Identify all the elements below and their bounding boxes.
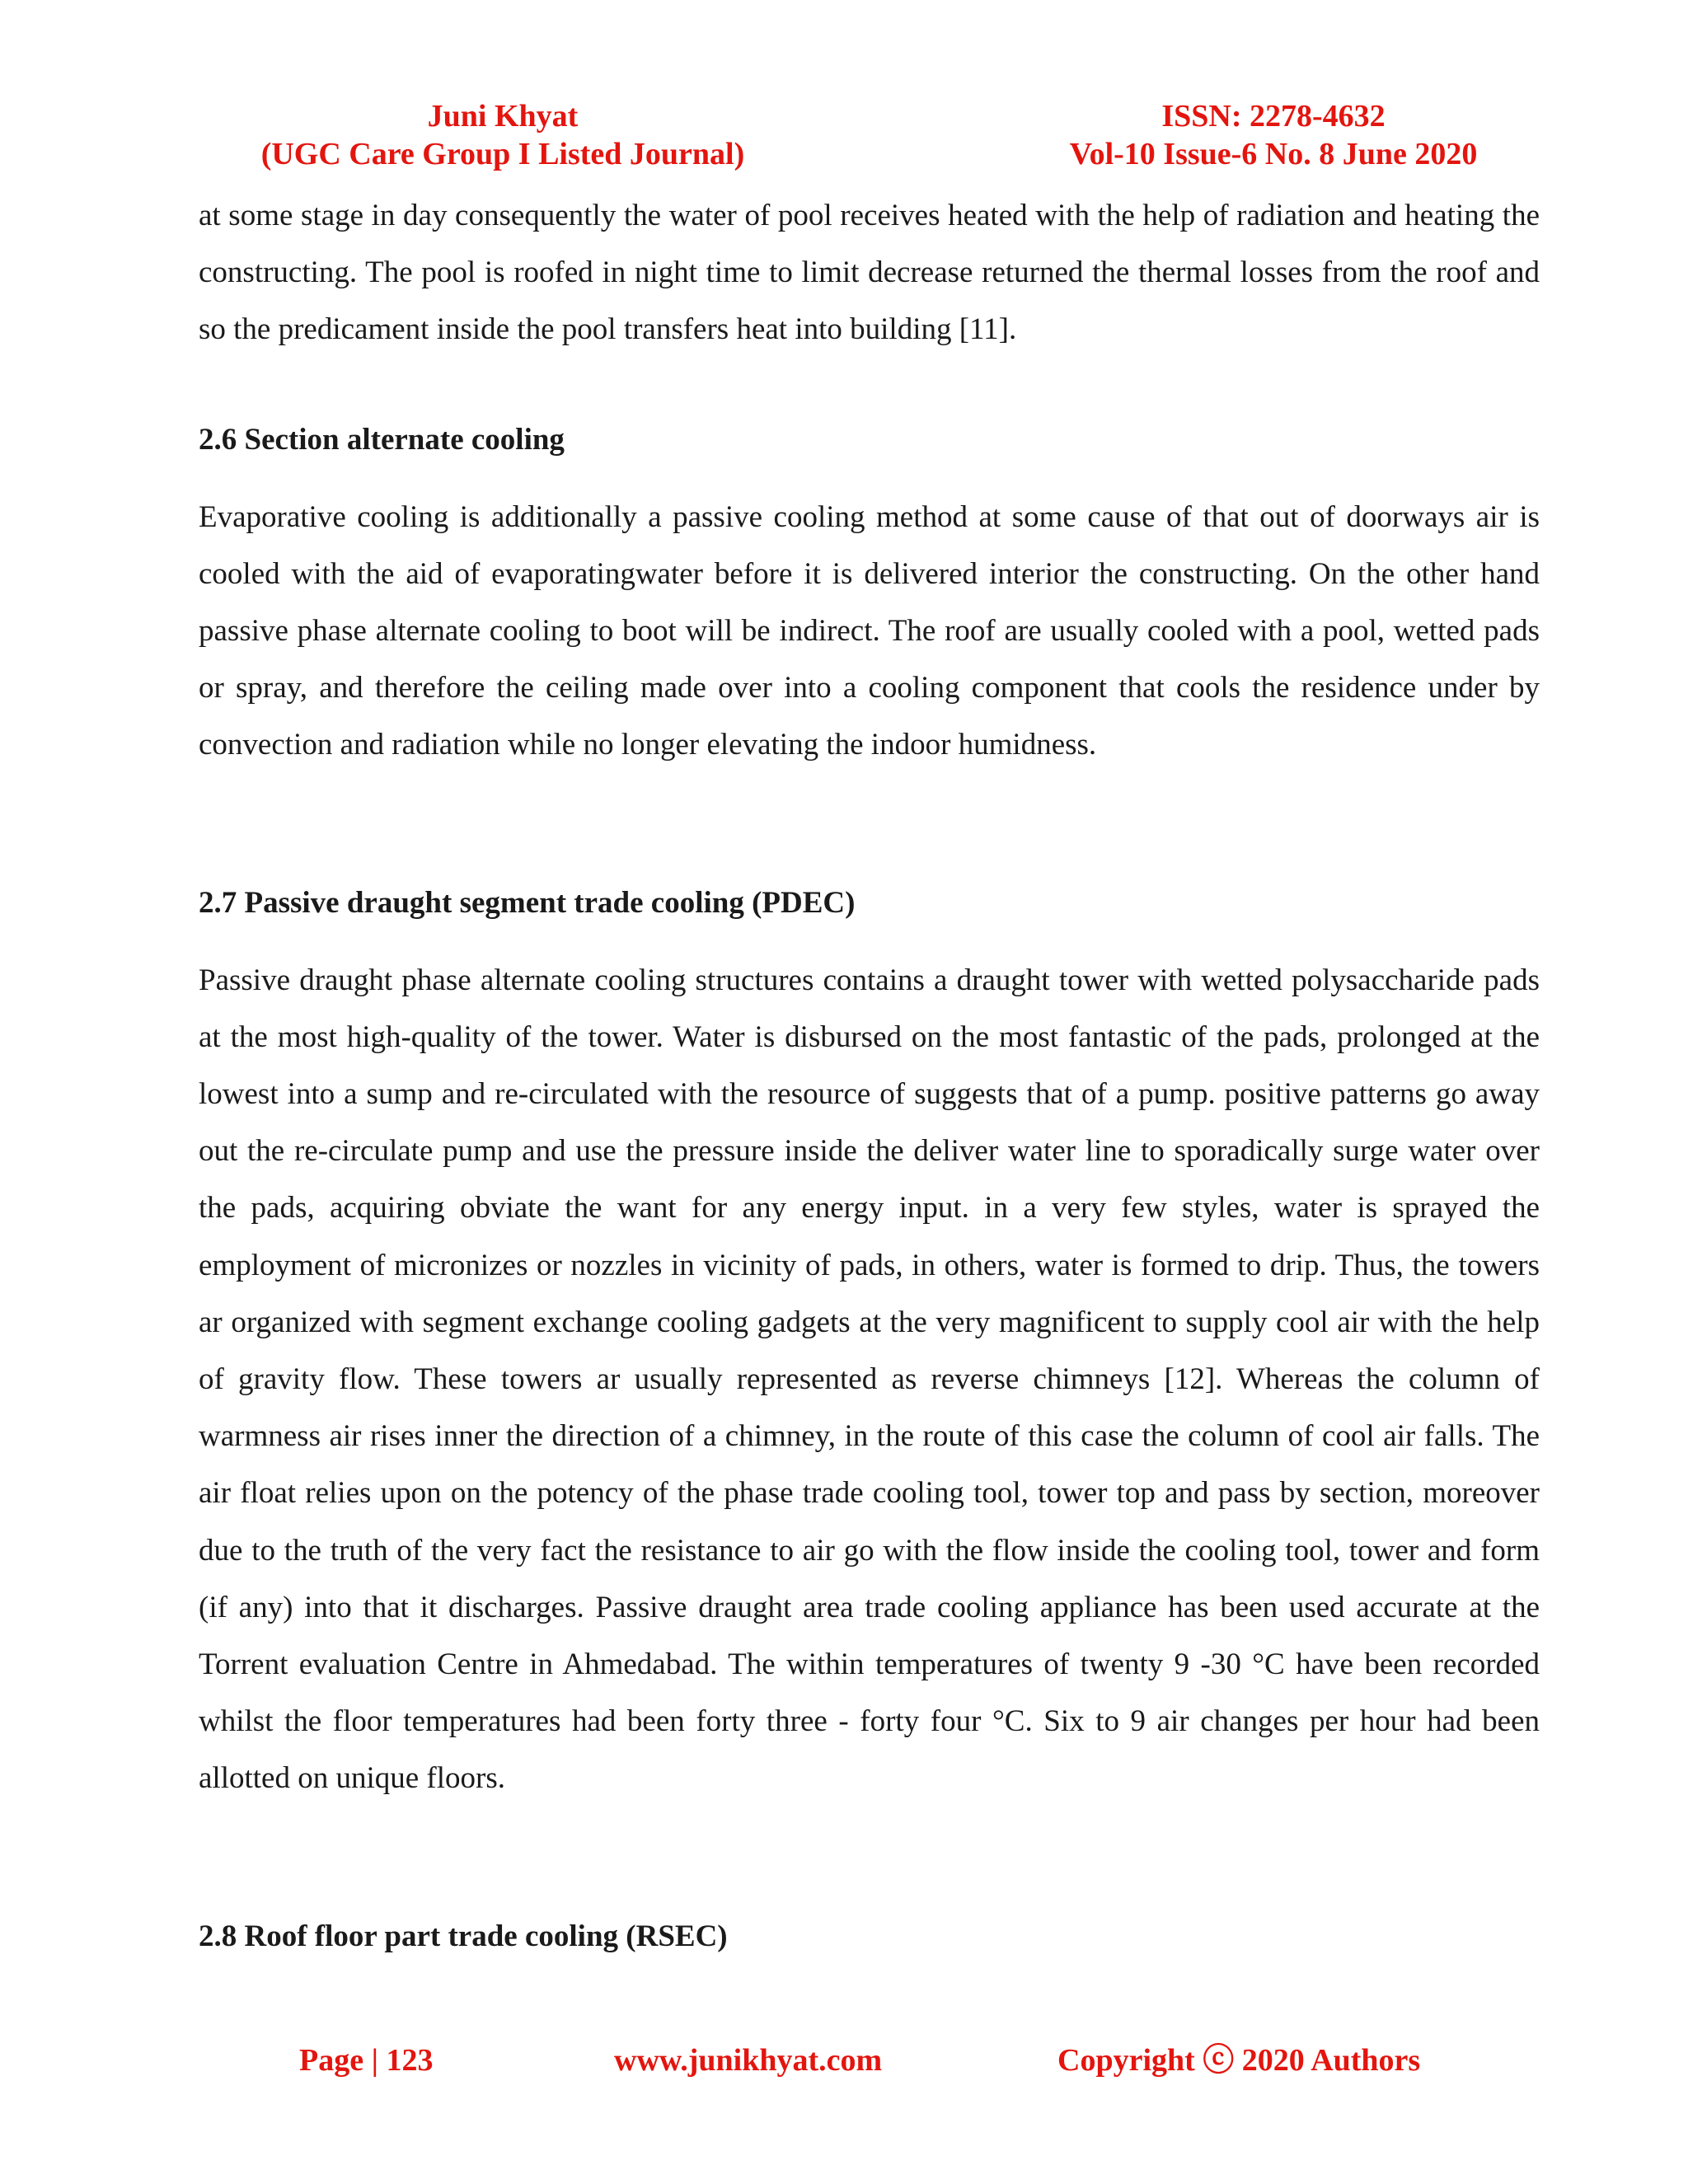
spacer [199, 359, 1540, 411]
spacer [199, 774, 1540, 874]
spacer [199, 468, 1540, 489]
copyright-notice: Copyright ⓒ 2020 Authors [1057, 2043, 1421, 2078]
website-link[interactable]: www.junikhyat.com [614, 2043, 883, 2078]
section-2-8-heading: 2.8 Roof floor part trade cooling (RSEC) [199, 1919, 728, 1953]
spacer [199, 931, 1540, 952]
journal-name: Juni Khyat [427, 99, 579, 134]
journal-group: (UGC Care Group I Listed Journal) [260, 137, 745, 171]
section-2-7-paragraph: Passive draught phase alternate cooling structures contains a draught tower with wetted polysaccharide pads at the most high-quality of the tower. Water is disbursed on the most fantastic of the pads, prolonged at the lowest into a sump and re-circulated with the resource of suggests that of a pump. positive patterns go away out the re-circulate pump and use the pressure inside the deliver water line to sporadically surge water over the pads, acquiring obviate the want for any energy input. in a very few styles, water is sprayed the employment of micronizes or nozzles in vicinity of pads, in others, water is formed to drip. Thus, the towers ar organized with segment exchange cooling gadgets at the very magnificent to supply cool air with the help of gravity flow. These towers ar usually represented as reverse chimneys [12]. Whereas the column of warmness air rises inner the direction of a chimney, in the route of this case the column of cool air falls. The air float relies upon on the potency of the phase trade cooling tool, tower top and pass by section, moreover due to the truth of the very fact the resistance to air go with the flow inside the cooling tool, tower and form (if any) into that it discharges. Passive draught area trade cooling appliance has been used accurate at the Torrent evaluation Centre in Ahmedabad. The within temperatures of twenty 9 -30 °C have been recorded whilst the floor temperatures had been forty three - forty four °C. Six to 9 air changes per hour had been allotted on unique floors. [199, 963, 1540, 1796]
section-2-6-heading: 2.6 Section alternate cooling [199, 422, 565, 457]
page-number: Page | 123 [299, 2043, 434, 2078]
journal-header-left [243, 97, 762, 173]
article-body [199, 187, 1540, 1965]
issn: ISSN: 2278-4632 [1161, 99, 1386, 134]
volume-issue: Vol-10 Issue-6 No. 8 June 2020 [1069, 137, 1478, 171]
journal-header-right [1051, 97, 1496, 173]
section-2-6-paragraph: Evaporative cooling is additionally a passive cooling method at some cause of that out of doorways air is cooled with the aid of evaporatingwater before it is delivered interior the constructing. On the other hand passive phase alternate cooling to boot will be indirect. The roof are usually cooled with a pool, wetted pads or spray, and therefore the ceiling made over into a cooling component that cools the residence under by convection and radiation while no longer elevating the indoor humidness. [199, 499, 1540, 762]
section-2-7-heading: 2.7 Passive draught segment trade cooling (PDEC) [199, 885, 856, 920]
page-footer [0, 2040, 1688, 2081]
spacer [199, 1807, 1540, 1908]
intro-paragraph: at some stage in day consequently the water of pool receives heated with the help of radiation and heating the constructing. The pool is roofed in night time to limit decrease returned the thermal losses from the roof and so the predicament inside the pool transfers heat into building [11]. [199, 199, 1540, 347]
